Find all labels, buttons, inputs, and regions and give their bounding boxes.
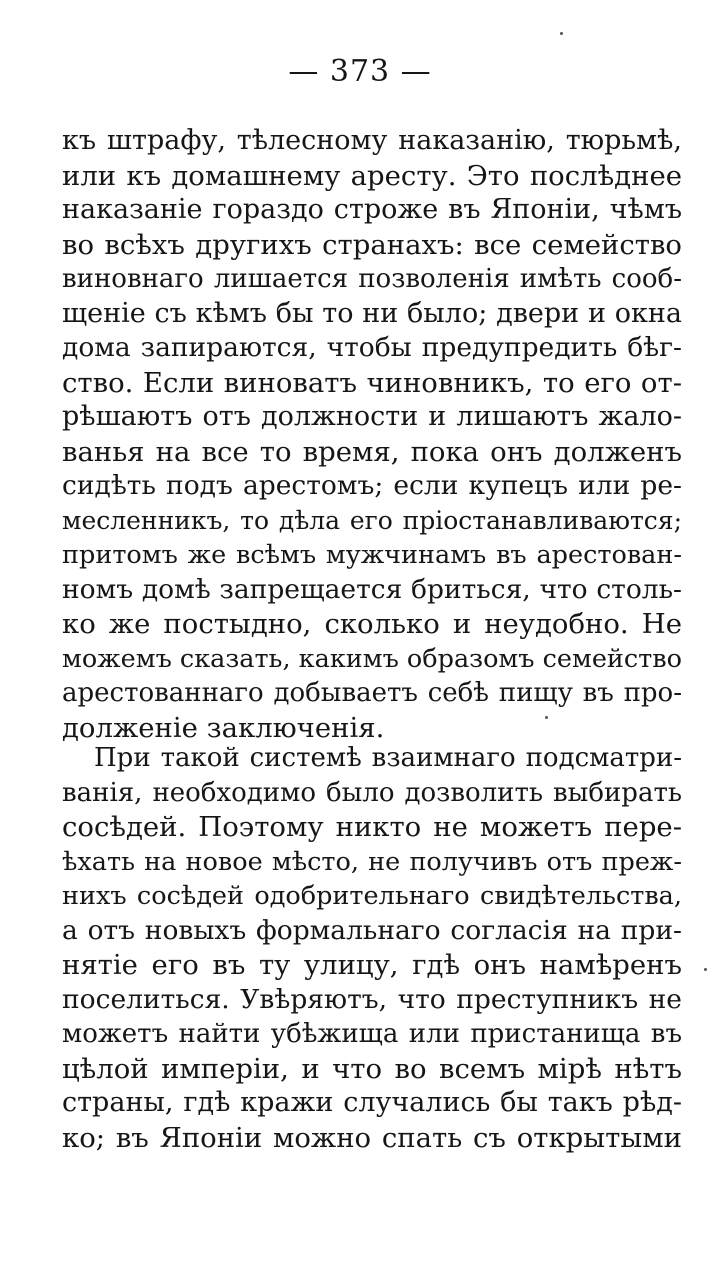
text-line: наказаніе гораздо строже въ Японіи, чѣмъ [62,194,682,225]
text-line: месленникъ, то дѣла его пріостанавливаются; [62,505,682,535]
text-line: ванья на все то время, пока онъ долженъ [62,435,682,468]
paragraph-2 [62,741,682,1155]
text-line: можемъ сказать, какимъ образомъ семейство [62,643,682,674]
text-line: ко; въ Японіи можно спать съ открытыми [62,1121,682,1154]
text-line: или къ домашнему аресту. Это послѣднее [62,159,682,192]
text-line: нятіе его въ ту улицу, гдѣ онъ намѣренъ [62,949,682,981]
text-line: поселиться. Увѣряютъ, что преступникъ не [62,983,682,1015]
text-line: къ штрафу, тѣлесному наказанію, тюрьмѣ, [62,125,682,156]
text-line: во всѣхъ другихъ странахъ: все семейство [62,228,682,261]
text-line: долженіе заключенія. [62,711,385,744]
page-number: — 373 — [288,54,432,89]
text-line: цѣлой имперіи, и что во всемъ мірѣ нѣтъ [62,1052,682,1085]
text-line: притомъ же всѣмъ мужчинамъ въ арестован- [62,540,682,570]
paragraph-1 [62,124,682,745]
text-line: ство. Если виноватъ чиновникъ, то его от- [62,366,682,399]
text-line: можетъ найти убѣжища или пристанища въ [62,1019,682,1049]
paper-speck [560,32,563,35]
text-line: ванія, необходимо было дозволить выбирать [62,777,682,808]
paper-speck [704,968,707,971]
text-line: ѣхать на новое мѣсто, не получивъ отъ преж- [62,846,682,877]
paper-speck [545,716,548,719]
text-line: сосѣдей. Поэтому никто не можетъ пере- [62,811,682,843]
text-line: арестованнаго добываетъ себѣ пищу въ про- [62,678,682,708]
text-line: При такой системѣ взаимнаго подсматри- [94,743,682,773]
text-line: сидѣть подъ арестомъ; если купецъ или ре- [62,470,682,501]
text-line: ко же постыдно, сколько и неудобно. Не [62,608,682,640]
text-line: щеніе съ кѣмъ бы то ни было; двери и окна [62,297,682,329]
text-line: дома запираются, чтобы предупредить бѣг- [62,332,682,363]
text-line: страны, гдѣ кражи случались бы такъ рѣд- [62,1087,682,1118]
text-line: а отъ новыхъ формальнаго согласія на при- [62,914,682,946]
text-line: нихъ сосѣдей одобрительнаго свидѣтельства, [62,881,682,911]
text-line: рѣшаютъ отъ должности и лишаютъ жало- [62,401,682,432]
text-line: номъ домѣ запрещается бриться, что столь- [62,573,682,605]
text-line: виновнаго лишается позволенія имѣть сооб- [62,264,682,294]
